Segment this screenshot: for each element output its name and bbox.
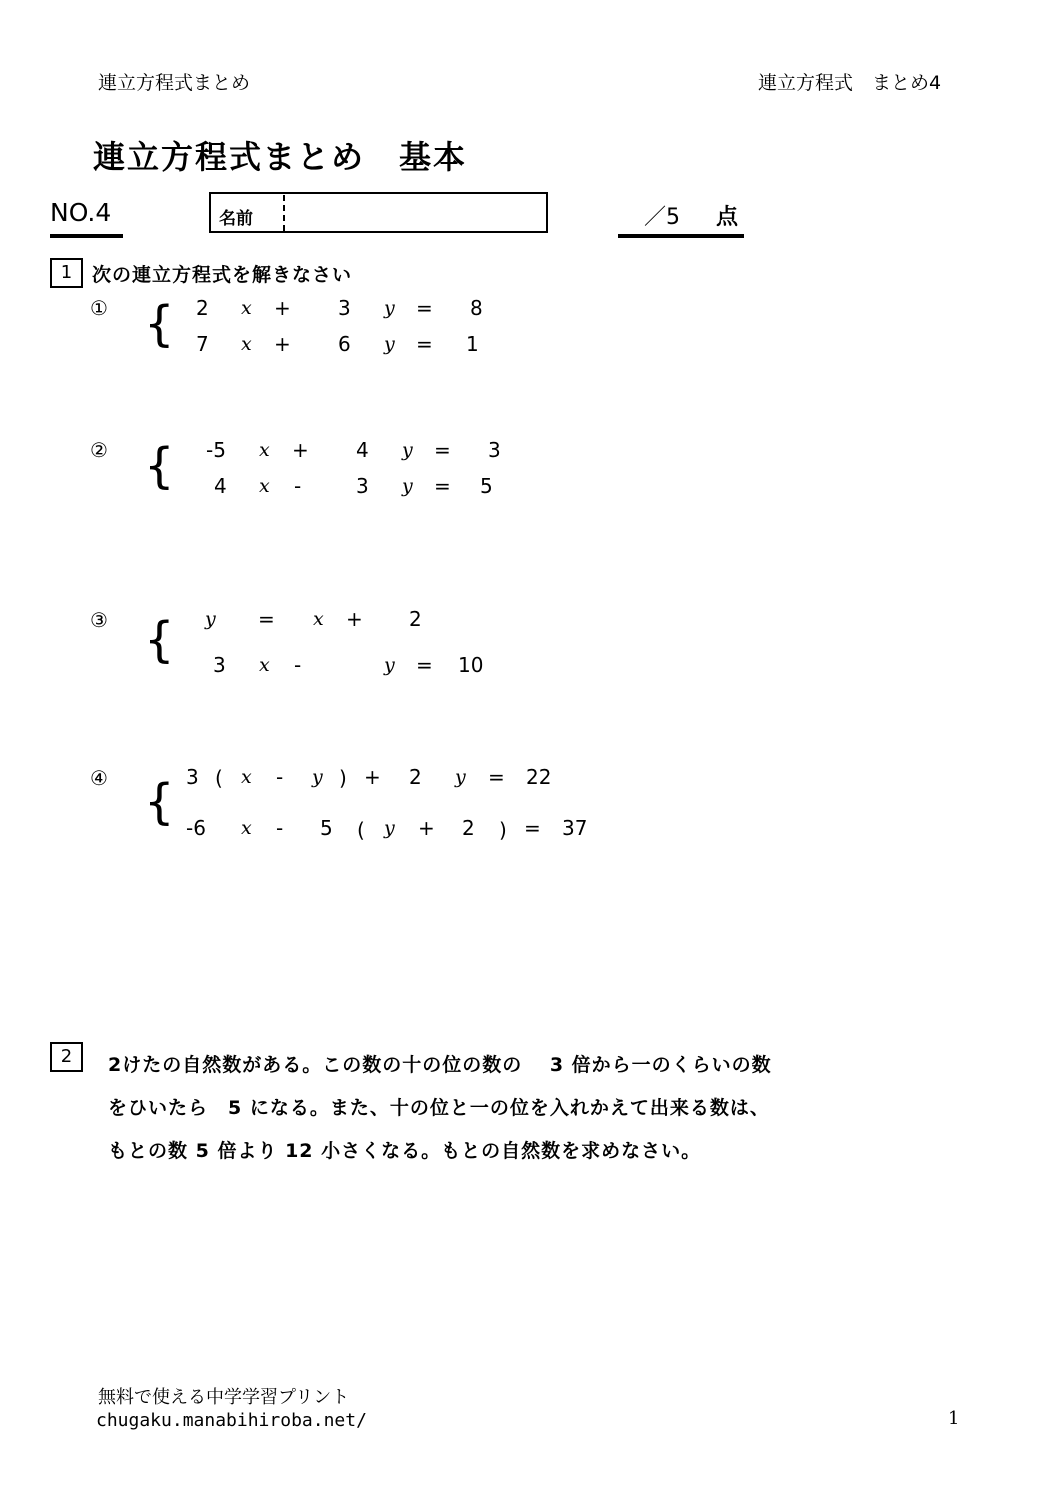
variable: y — [205, 608, 216, 630]
operator: = — [434, 474, 451, 498]
page-title: 連立方程式まとめ 基本 — [93, 138, 468, 176]
term: 8 — [470, 296, 483, 320]
operator: = — [416, 332, 433, 356]
operator: = — [416, 296, 433, 320]
operator: + — [274, 296, 291, 320]
problem-3-label: ③ — [90, 608, 108, 632]
page-number: 1 — [948, 1408, 960, 1429]
variable: x — [259, 475, 270, 497]
term: 2 — [409, 607, 422, 631]
term: -5 — [206, 438, 226, 462]
term: 4 — [356, 438, 369, 462]
footer-line-1: 無料で使える中学学習プリント — [98, 1387, 350, 1408]
variable: y — [402, 439, 413, 461]
name-label: 名前 — [219, 209, 253, 229]
operator: + — [364, 765, 381, 789]
question-2-line-1: 2けたの自然数がある。この数の十の位の数の 3 倍から一のくらいの数 — [108, 1054, 772, 1076]
term: 5 — [480, 474, 493, 498]
score-slash: ／5 — [644, 205, 680, 230]
term: 3 — [488, 438, 501, 462]
question-2-line-2: をひいたら 5 になる。また、十の位と一の位を入れかえて出来る数は、 — [108, 1097, 770, 1119]
operator: - — [276, 816, 284, 840]
term: 3 — [186, 765, 199, 789]
term: 37 — [562, 816, 588, 840]
problem-2-label: ② — [90, 438, 108, 462]
name-field[interactable] — [209, 192, 548, 233]
header-left: 連立方程式まとめ — [98, 72, 251, 94]
name-divider — [283, 195, 285, 231]
term: 7 — [196, 332, 209, 356]
variable: y — [312, 766, 323, 788]
operator: - — [294, 474, 302, 498]
score-unit: 点 — [716, 205, 739, 230]
paren: ( — [357, 818, 365, 842]
operator: = — [416, 653, 433, 677]
term: 22 — [526, 765, 552, 789]
problem-4-label: ④ — [90, 766, 108, 790]
question-2-number: 2 — [50, 1042, 83, 1072]
question-2-line-3: もとの数 5 倍より 12 小さくなる。もとの自然数を求めなさい。 — [108, 1140, 702, 1162]
term: 3 — [356, 474, 369, 498]
variable: x — [241, 333, 252, 355]
operator: = — [524, 816, 541, 840]
variable: y — [384, 817, 395, 839]
variable: y — [384, 654, 395, 676]
operator: = — [258, 607, 275, 631]
problem-4-brace: { — [144, 774, 175, 830]
operator: + — [274, 332, 291, 356]
term: 10 — [458, 653, 484, 677]
variable: y — [384, 297, 395, 319]
variable: x — [241, 766, 252, 788]
problem-1-label: ① — [90, 296, 108, 320]
variable: y — [402, 475, 413, 497]
term: 3 — [213, 653, 226, 677]
operator: = — [488, 765, 505, 789]
term: 1 — [466, 332, 479, 356]
question-1-number: 1 — [50, 258, 83, 288]
worksheet-number-text: NO.4 — [50, 198, 112, 227]
worksheet-number — [50, 198, 123, 238]
term: 2 — [196, 296, 209, 320]
variable: y — [384, 333, 395, 355]
variable: x — [241, 817, 252, 839]
question-1-instruction: 次の連立方程式を解きなさい — [92, 264, 353, 286]
term: 6 — [338, 332, 351, 356]
term: -6 — [186, 816, 206, 840]
header-right: 連立方程式 まとめ4 — [758, 72, 942, 94]
operator: + — [346, 607, 363, 631]
operator: = — [434, 438, 451, 462]
problem-2-brace: { — [144, 438, 175, 494]
variable: y — [455, 766, 466, 788]
operator: + — [418, 816, 435, 840]
term: 2 — [409, 765, 422, 789]
paren: ) — [499, 818, 507, 842]
term: 4 — [214, 474, 227, 498]
term: 2 — [462, 816, 475, 840]
paren: ) — [339, 766, 347, 790]
operator: - — [276, 765, 284, 789]
variable: x — [259, 439, 270, 461]
score-area — [618, 198, 744, 238]
term: 5 — [320, 816, 333, 840]
operator: - — [294, 653, 302, 677]
variable: x — [313, 608, 324, 630]
variable: x — [241, 297, 252, 319]
problem-1-brace: { — [144, 296, 175, 352]
footer-url[interactable]: chugaku.manabihiroba.net/ — [96, 1410, 367, 1431]
problem-3-brace: { — [144, 612, 175, 668]
variable: x — [259, 654, 270, 676]
term: 3 — [338, 296, 351, 320]
operator: + — [292, 438, 309, 462]
paren: ( — [215, 766, 223, 790]
